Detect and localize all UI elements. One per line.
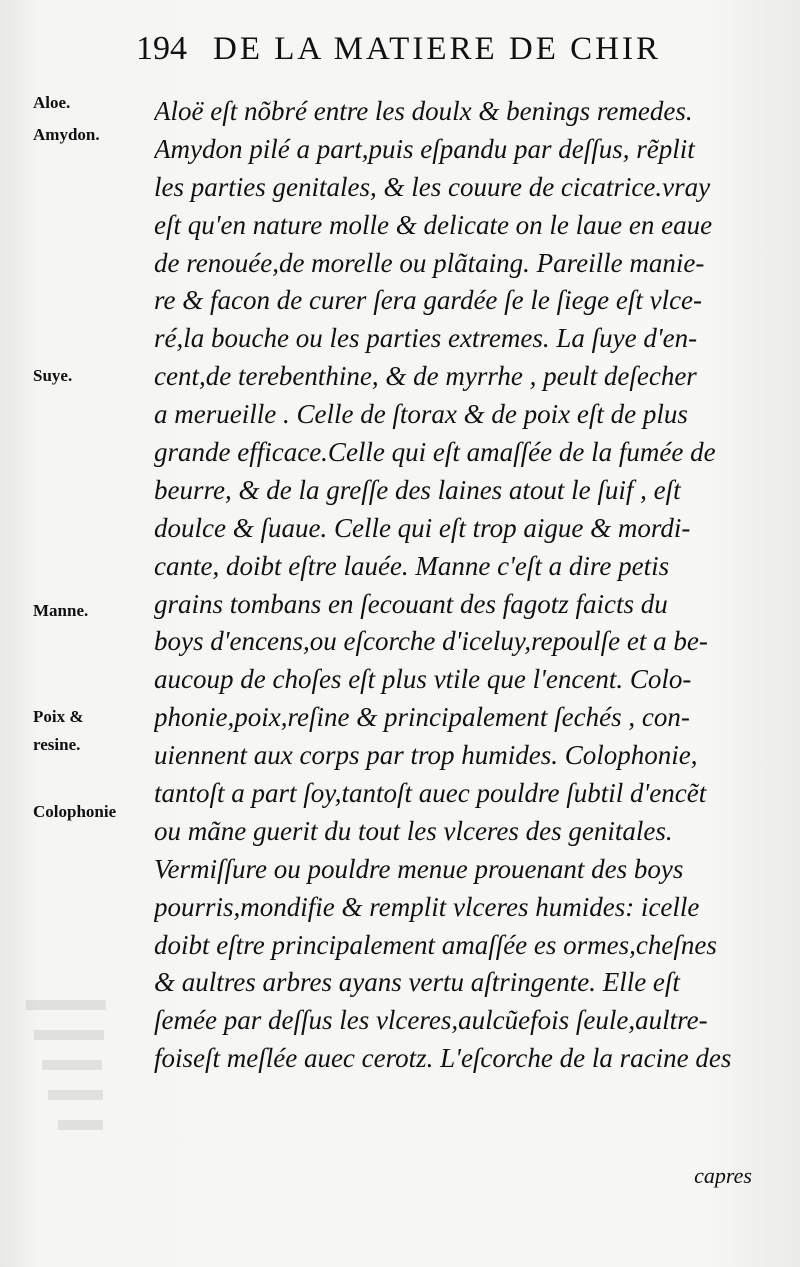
page-number: 194: [136, 30, 187, 67]
margin-note-manne: Manne.: [33, 601, 89, 620]
text-line: cante, doibt eſtre lauée. Manne c'eſt a dire petis: [154, 550, 670, 581]
text-line: cent,de terebenthine, & de myrrhe , peult deſecher: [154, 361, 697, 392]
text-line: Amydon pilé a part,puis eſpandu par deſſus, rẽplit: [154, 133, 695, 164]
page-header: [136, 30, 800, 80]
text-line: eſt qu'en nature molle & delicate on le laue en eaue: [154, 209, 713, 240]
body-text: [154, 93, 766, 1078]
text-line: ou mãne guerit du tout les vlceres des genitales.: [154, 815, 673, 846]
text-line: phonie,poix,reſine & principalement ſechés , con-: [154, 702, 690, 733]
text-line: beurre, & de la greſſe des laines atout le ſuif , eſt: [154, 474, 681, 505]
text-line: Vermiſſure ou pouldre menue prouenant des boys: [154, 853, 684, 884]
text-line: re & facon de curer ſera gardée ſe le ſiege eſt vlce-: [154, 285, 703, 316]
text-line: doulce & ſuaue. Celle qui eſt trop aigue & mordi-: [154, 512, 691, 543]
text-line: a merueille . Celle de ſtorax & de poix eſt de plus: [154, 399, 688, 430]
text-line: foiseſt meſlée auec cerotz. L'eſcorche de la racine des: [154, 1043, 732, 1074]
text-line: pourris,mondifie & remplit vlceres humides: icelle: [154, 891, 700, 922]
margin-note-suye: Suye.: [33, 366, 73, 385]
text-line: boys d'encens,ou eſcorche d'iceluy,repoulſe et a be-: [154, 626, 708, 657]
text-line: de renouée,de morelle ou plãtaing. Pareille manie-: [154, 247, 705, 278]
text-line: les parties genitales, & les couure de cicatrice.vray: [154, 171, 711, 202]
catchword: capres: [694, 1163, 752, 1188]
margin-notes: [0, 0, 150, 1267]
running-head: DE LA MATIERE DE CHIR: [213, 31, 661, 67]
text-line: tantoſt a part ſoy,tantoſt auec pouldre ſubtil d'encẽt: [154, 778, 707, 809]
margin-note-resine: resine.: [33, 735, 81, 754]
text-line: ſemée par deſſus les vlceres,aulcũefois ſeule,aultre-: [154, 1005, 708, 1036]
text-line: aucoup de choſes eſt plus vtile que l'encent. Colo-: [154, 664, 692, 695]
margin-note-colophonie: Colophonie: [33, 802, 117, 821]
text-line: grains tombans en ſecouant des fagotz faicts du: [154, 588, 668, 619]
text-line: uiennent aux corps par trop humides. Colophonie,: [154, 740, 698, 771]
margin-note-aloe: Aloe.: [33, 93, 71, 112]
text-line: doibt eſtre principalement amaſſée es ormes,cheſnes: [154, 929, 717, 960]
text-line: & aultres arbres ayans vertu aſtringente. Elle eſt: [154, 967, 680, 998]
text-line: Aloë eſt nõbré entre les doulx & benings remedes.: [154, 96, 693, 126]
text-line: ré,la bouche ou les parties extremes. La ſuye d'en-: [154, 323, 698, 354]
margin-note-poix: Poix &: [33, 707, 84, 726]
margin-note-amydon: Amydon.: [33, 125, 100, 144]
text-line: grande efficace.Celle qui eſt amaſſée de la fumée de: [154, 437, 716, 468]
